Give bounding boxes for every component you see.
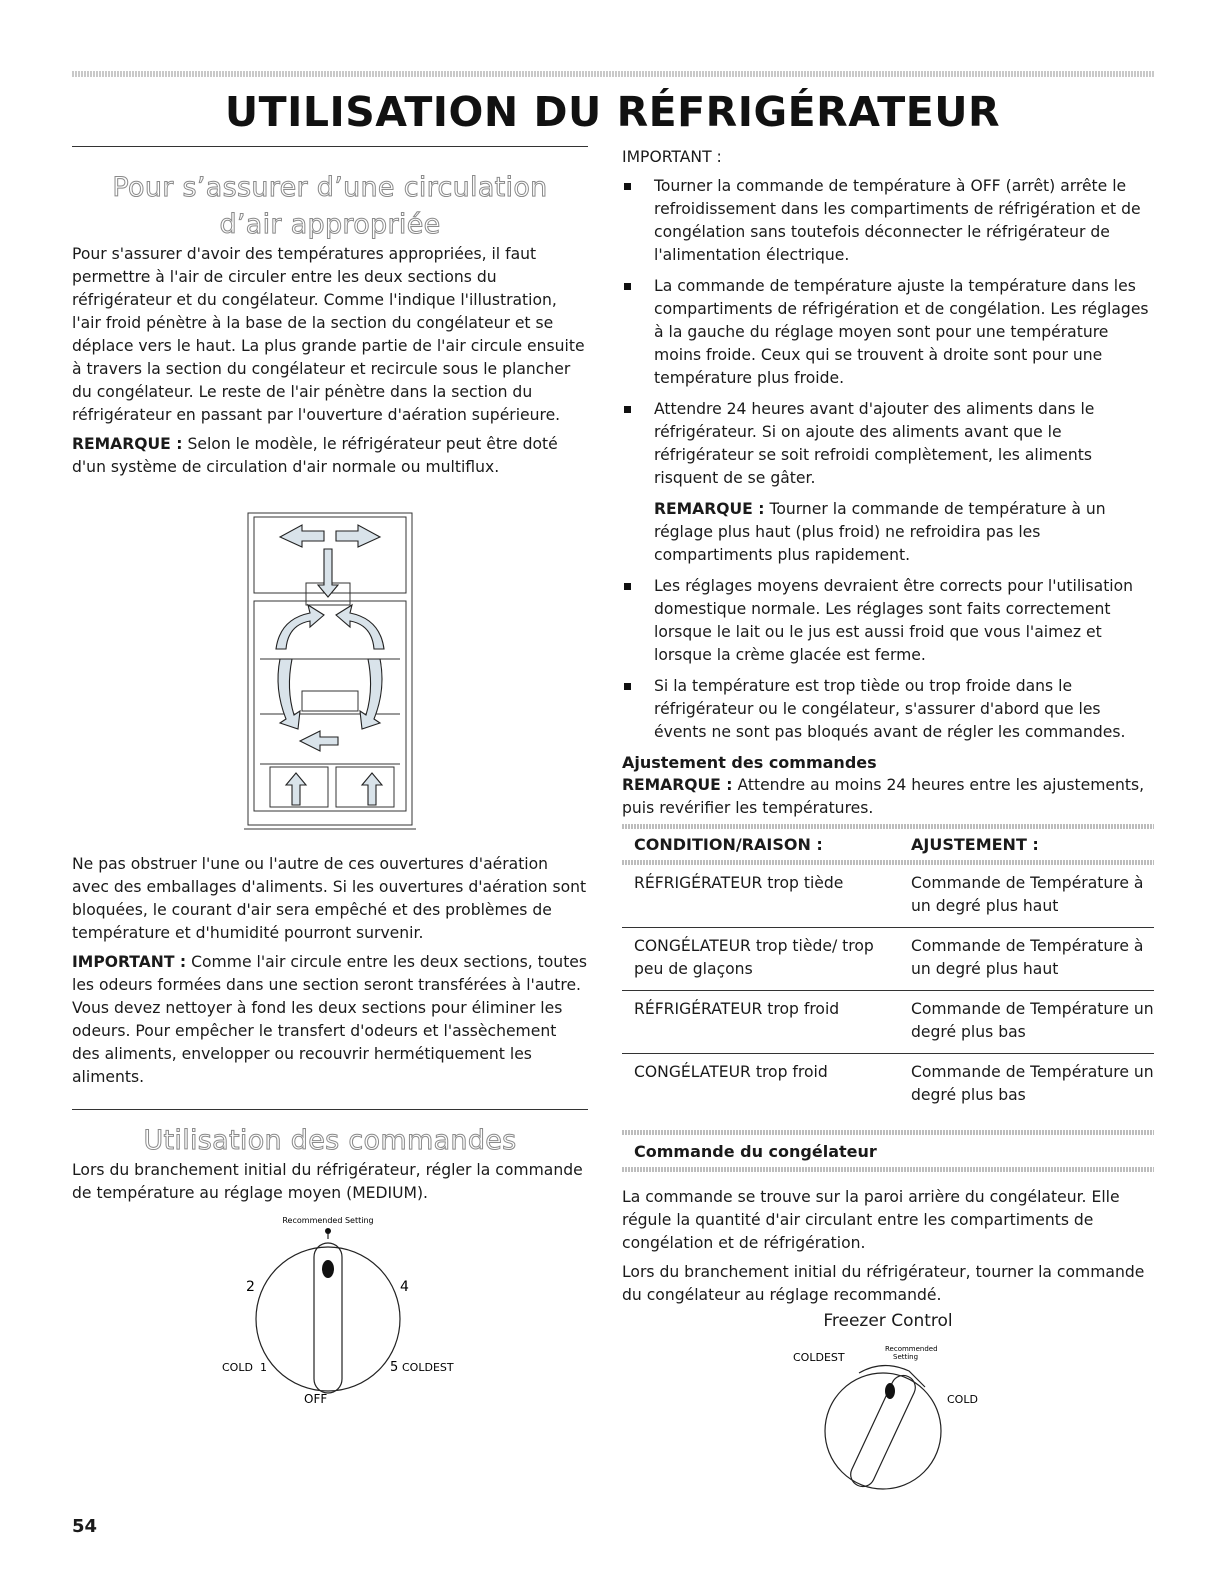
dial-coldest-label: COLDEST: [402, 1361, 454, 1374]
note-label: REMARQUE :: [654, 500, 765, 518]
table-header-row: [622, 829, 1154, 860]
odor-important: [72, 951, 588, 1089]
vent-warning-paragraph: Ne pas obstruer l'une ou l'autre de ces ouvertures d'aération avec des emballages d'aliments. Si les ouvertures d'aération sont bloquées, le courant d'air sera empêché et des problèmes de température et d'humidité pourront survenir.: [72, 855, 587, 942]
list-item-text: Attendre 24 heures avant d'ajouter des aliments dans le réfrigérateur. Si on ajoute des aliments avant que le réfrigérateur se soit refroidi complètement, les aliments risquent de se gâter.: [654, 400, 1095, 487]
bullet-icon: [624, 183, 631, 190]
table-row: [622, 928, 1154, 991]
bullet-icon: [624, 406, 631, 413]
airflow-paragraph: Pour s'assurer d'avoir des températures appropriées, il faut permettre à l'air de circuler entre les deux sections du réfrigérateur et du congélateur. Comme l'indique l'illustration, l'air froid pénètre à la base de la section du congélateur et se déplace vers le haut. La plus grande partie de l'air circule ensuite à travers la section du congélateur et recircule sous le plancher du congélateur. Le reste de l'air pénètre dans la section du réfrigérateur en passant par l'ouverture d'aération supérieure.: [72, 245, 585, 424]
dial-cold-label: COLD: [222, 1361, 253, 1374]
freezer-heading: Commande du congélateur: [634, 1142, 877, 1161]
dial-illustration: [200, 1209, 460, 1409]
airflow-diagram: [240, 509, 420, 839]
controls-heading: Utilisation des commandes: [143, 1125, 517, 1156]
list-item: [622, 575, 1154, 667]
freezer-dial: [763, 1333, 1013, 1503]
temperature-dial: [200, 1209, 460, 1409]
refrigerator-illustration: [240, 509, 420, 839]
controls-paragraph: Lors du branchement initial du réfrigérateur, régler la commande de température au réglage moyen (MEDIUM).: [72, 1161, 583, 1202]
table-cell-condition: CONGÉLATEUR trop froid: [634, 1063, 828, 1081]
list-item-text: Si la température est trop tiède ou trop froide dans le réfrigérateur ou le congélateur, s'assurer d'abord que les évents ne sont pas bloqués avant de régler les commandes.: [654, 677, 1126, 741]
top-dotted-rule: [72, 71, 1154, 77]
airflow-heading-line1: Pour s’assurer d’une circulation: [112, 172, 548, 203]
table-row: [622, 991, 1154, 1054]
important-heading: IMPORTANT :: [622, 148, 722, 166]
dial-number-2: 2: [246, 1279, 255, 1295]
note-text: Tourner la commande de température à un réglage plus haut (plus froid) ne refroidira pas les compartiments plus rapidement.: [654, 500, 1106, 564]
column-header-adjustment: AJUSTEMENT :: [911, 835, 1039, 854]
freezer-dial-illustration: [763, 1333, 1013, 1503]
freezer-recommended-label: Recommended: [885, 1345, 938, 1353]
dial-number-4: 4: [400, 1279, 409, 1295]
note-label: REMARQUE :: [622, 776, 733, 794]
adjustment-table: [622, 829, 1154, 1116]
table-row: [622, 865, 1154, 928]
bullet-icon: [624, 683, 631, 690]
freezer-cold-label: COLD: [947, 1393, 978, 1406]
table-cell-condition: CONGÉLATEUR trop tiède/ trop peu de glaçons: [622, 928, 899, 991]
table-cell-condition: RÉFRIGÉRATEUR trop froid: [622, 991, 899, 1054]
bullet-note: [622, 498, 1154, 567]
note-label: REMARQUE :: [72, 435, 183, 453]
bullet-icon: [624, 583, 631, 590]
note-text: Selon le modèle, le réfrigérateur peut être doté d'un système de circulation d'air normale ou multiflux.: [72, 435, 558, 476]
dial-off-label: OFF: [304, 1392, 328, 1406]
airflow-heading: [72, 169, 588, 243]
table-cell-adjustment: Commande de Température un degré plus bas: [911, 1063, 1154, 1104]
note-text: Attendre au moins 24 heures entre les ajustements, puis revérifier les températures.: [622, 776, 1145, 817]
left-column: [72, 146, 588, 1409]
dial-recommended-label: Recommended Setting: [282, 1216, 374, 1225]
freezer-paragraph: La commande se trouve sur la paroi arrière du congélateur. Elle régule la quantité d'air circulant entre les compartiments de congélation et de réfrigération.: [622, 1188, 1120, 1252]
dial-number-5: 5: [390, 1360, 399, 1375]
freezer-coldest-label: COLDEST: [793, 1351, 845, 1364]
list-item: [622, 175, 1154, 267]
freezer-figure-title: Freezer Control: [823, 1311, 953, 1331]
important-label: IMPORTANT :: [72, 953, 187, 971]
list-item-text: La commande de température ajuste la température dans les compartiments de réfrigération et de congélation. Les réglages à la gauche du réglage moyen sont pour une température moins froide. Ceux qui se trouvent à droite sont pour une température plus froide.: [654, 277, 1149, 387]
important-list-continued: [622, 575, 1154, 744]
adjust-heading: Ajustement des commandes: [622, 753, 877, 772]
adjust-note: [622, 774, 1154, 820]
table-cell-adjustment: Commande de Température à un degré plus haut: [899, 865, 1154, 928]
page-number: 54: [72, 1516, 98, 1537]
table-cell-adjustment: Commande de Température à un degré plus haut: [899, 928, 1154, 991]
list-item-text: Les réglages moyens devraient être corrects pour l'utilisation domestique normale. Les réglages sont faits correctement lorsque le lait ou le jus est aussi froid que vous l'aimez et lorsque la crème glacée est ferme.: [654, 577, 1134, 664]
important-text: Comme l'air circule entre les deux sections, toutes les odeurs formées dans une section seront transférées à l'autre. Vous devez nettoyer à fond les deux sections pour éliminer les odeurs. Pour empêcher le transfert d'odeurs et l'assèchement des aliments, envelopper ou recouvrir hermétiquement les aliments.: [72, 953, 588, 1086]
airflow-note: [72, 433, 588, 479]
column-header-condition: CONDITION/RAISON :: [634, 835, 823, 854]
dial-number-1: 1: [260, 1361, 267, 1374]
important-list: [622, 175, 1154, 490]
freezer-setting-label: Setting: [893, 1353, 919, 1361]
list-item: [622, 275, 1154, 390]
list-item: [622, 398, 1154, 490]
list-item: [622, 675, 1154, 744]
page-title: UTILISATION DU RÉFRIGÉRATEUR: [224, 88, 1001, 136]
table-cell-adjustment: Commande de Température un degré plus bas: [899, 991, 1154, 1054]
table-cell-condition: RÉFRIGÉRATEUR trop tiède: [622, 865, 899, 928]
freezer-setting-paragraph: Lors du branchement initial du réfrigérateur, tourner la commande du congélateur au réglage recommandé.: [622, 1263, 1145, 1304]
right-column: [622, 146, 1154, 1503]
list-item-text: Tourner la commande de température à OFF (arrêt) arrête le refroidissement dans les compartiments de réfrigération et de congélation sans toutefois déconnecter le réfrigérateur de l'alimentation électrique.: [654, 177, 1141, 264]
table-row: [622, 1054, 1154, 1117]
bullet-icon: [624, 283, 631, 290]
airflow-heading-line2: d’air appropriée: [219, 209, 441, 240]
